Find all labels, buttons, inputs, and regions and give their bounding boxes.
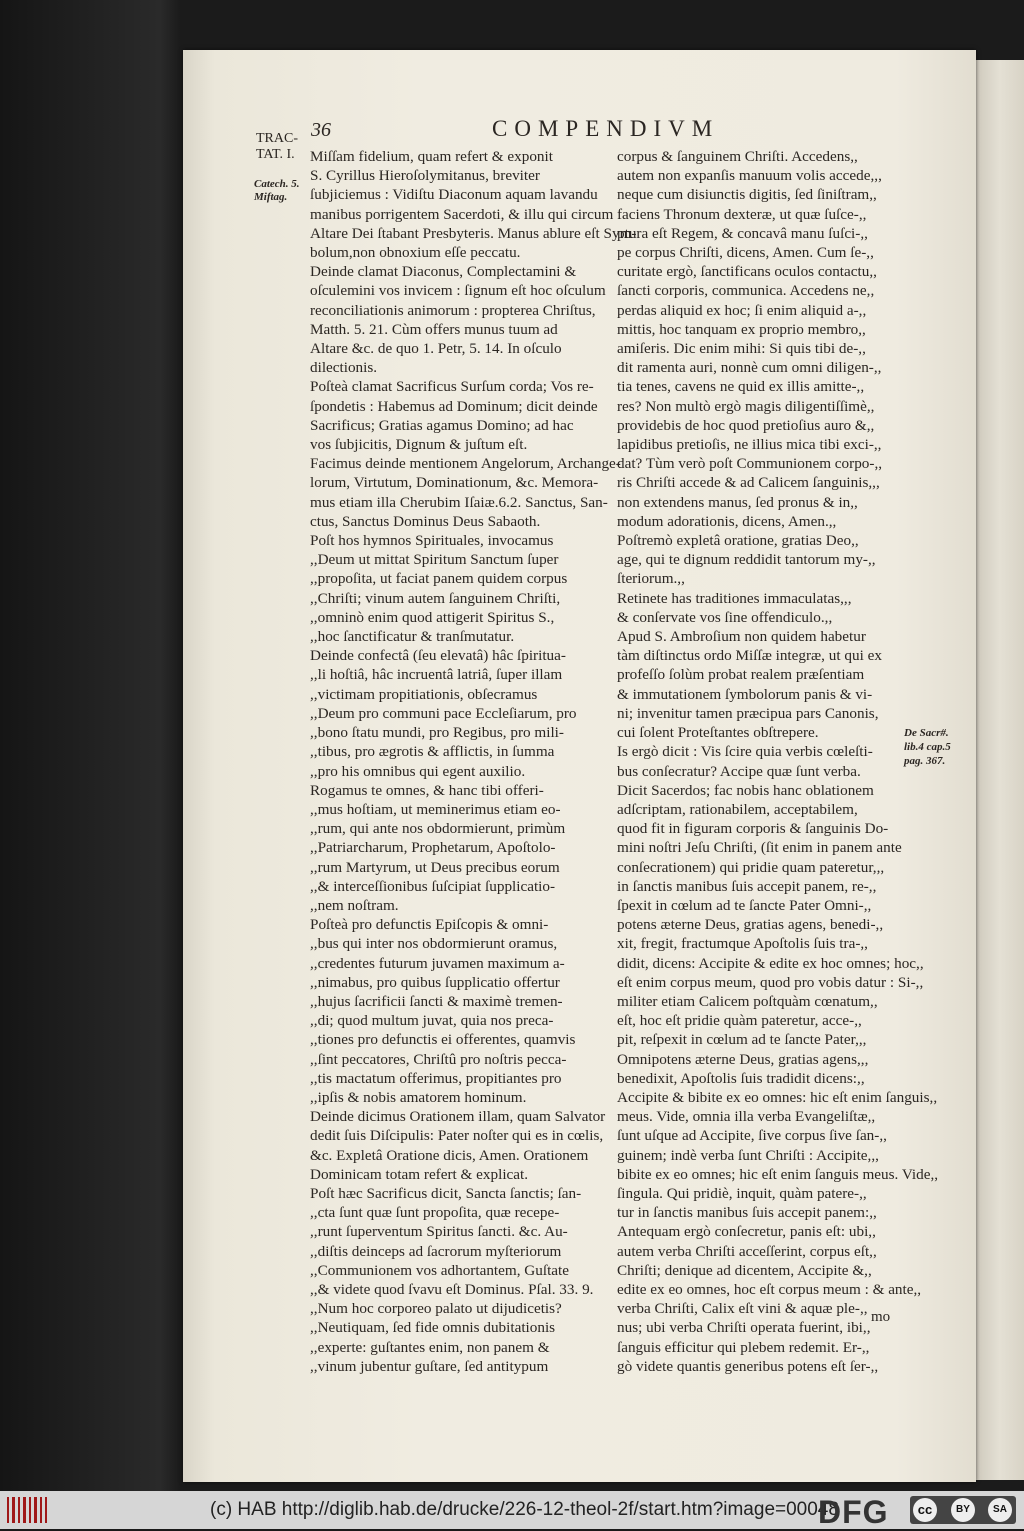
text-line: ris Chriſti accede & ad Calicem ſanguinis,,, [617, 474, 880, 492]
text-line: benedixit, Apoſtolis ſuis tradidit dicens:,, [617, 1069, 865, 1087]
text-line: ,,ſint peccatores, Chriſtû pro noſtris pecca- [310, 1050, 567, 1068]
text-line: ,,victimam propitiationis, obſecramus [310, 685, 538, 703]
text-line: res? Non multò ergò magis diligentiſſimè,, [617, 397, 875, 415]
text-line: ,,Communionem vos adhortantem, Guſtate [310, 1261, 569, 1279]
text-line: dilectionis. [310, 359, 378, 377]
text-line: ,,rum Martyrum, ut Deus precibus eorum [310, 858, 560, 876]
text-line: Poſt hæc Sacrificus dicit, Sancta ſanctis; ſan- [310, 1184, 582, 1202]
text-line: edite ex eo omnes, hoc eſt corpus meum : & ante,, [617, 1280, 922, 1298]
text-line: bolum,non obnoxium eſſe peccatu. [310, 244, 521, 262]
text-line: didit, dicens: Accipite & edite ex hoc omnes; hoc,, [617, 954, 924, 972]
text-line: mittis, hoc tanquam ex proprio membro,, [617, 320, 866, 338]
text-line: in ſanctis manibus ſuis accepit panem, re-,, [617, 877, 877, 895]
catchword: mo [871, 1309, 891, 1325]
text-line: providebis de hoc quod pretioſius auro &,, [617, 416, 875, 434]
text-line: ,,omninò enim quod attigerit Spiritus S., [310, 608, 555, 626]
text-line: Deinde dicimus Orationem illam, quam Salvator [310, 1108, 606, 1126]
text-line: eſt, hoc eſt pridie quàm pateretur, acce-,, [617, 1012, 862, 1030]
text-line: ,,Patriarcharum, Prophetarum, Apoſtolo- [310, 839, 556, 857]
text-line: autem verba Chriſti acceſſerint, corpus eſt,, [617, 1242, 877, 1260]
text-line: Retinete has traditiones immaculatas,,, [617, 589, 852, 607]
text-line: pit, reſpexit in cœlum ad te ſancte Pater,,, [617, 1031, 867, 1049]
text-line: dit ramenta auri, nonnè cum omni diligen-,, [617, 359, 882, 377]
library-logo-icon [6, 1495, 48, 1525]
by-icon: BY [951, 1498, 975, 1522]
text-line: faciens Thronum dexteræ, ut quæ ſuſce-,, [617, 205, 867, 223]
text-line: mini noſtri Jeſu Chriſti, (ſit enim in panem ante [617, 839, 902, 857]
text-line: ,,Chriſti; vinum autem ſanguinem Chriſti, [310, 589, 561, 607]
text-line: &c. Expletâ Oratione dicis, Amen. Orationem [310, 1146, 589, 1164]
cc-icon: cc [913, 1498, 937, 1522]
text-line: ,,diſtis deinceps ad ſacrorum myſteriorum [310, 1242, 562, 1260]
text-line: pe corpus Chriſti, dicens, Amen. Cum ſe-,, [617, 244, 874, 262]
text-line: Facimus deinde mentionem Angelorum, Archange- [310, 455, 621, 473]
text-line: ſubjiciemus : Vidiſtu Diaconum aquam lavandu [310, 186, 598, 204]
text-line: tur in ſanctis manibus ſuis accepit panem:,, [617, 1204, 877, 1222]
text-line: adſcriptam, rationabilem, acceptabilem, [617, 800, 858, 818]
text-line: vos ſubjicitis, Dignum & juſtum eſt. [310, 436, 528, 454]
text-line: ,,Deum ut mittat Spiritum Sanctum ſuper [310, 551, 559, 569]
text-line: cui ſolent Proteſtantes obſtrepere. [617, 724, 819, 742]
text-line: neque cum disiunctis digitis, ſed ſiniſtram,, [617, 186, 877, 204]
text-line: ptura eſt Regem, & concavâ manu ſuſci-,, [617, 224, 868, 242]
footer-bar [0, 1491, 1024, 1529]
text-line: quod fit in figuram corporis & ſanguinis Do- [617, 820, 889, 838]
text-line: ,,pro his omnibus qui egent auxilio. [310, 762, 526, 780]
text-line: Deinde confectâ (ſeu elevatâ) hâc ſpiritua- [310, 647, 566, 665]
page-number: 36 [311, 119, 331, 141]
text-line: eſt enim corpus meum, quod pro vobis datur : Si-,, [617, 973, 924, 991]
license-badge[interactable] [910, 1496, 1016, 1524]
text-line: ctus, Sanctus Dominus Deus Sabaoth. [310, 512, 541, 530]
text-line: lapidibus pretioſis, ne illius mica tibi exci-,, [617, 436, 882, 454]
text-line: Dominicam totam refert & explicat. [310, 1165, 529, 1183]
text-line: Rogamus te omnes, & hanc tibi offeri- [310, 781, 544, 799]
text-line: ,,runt ſuperventum Spiritus ſancti. &c. Au- [310, 1223, 568, 1241]
text-line: Chriſti; denique ad dicentem, Accipite &,, [617, 1261, 872, 1279]
text-line: Apud S. Ambroſium non quidem habetur [617, 628, 866, 646]
citation-link[interactable]: (c) HAB http://diglib.hab.de/drucke/226-12-theol-2f/start.htm?image=00048 [210, 1499, 839, 1520]
text-line: ,,propoſita, ut faciat panem quidem corpus [310, 570, 568, 588]
text-line: mus etiam illa Cherubim Iſaiæ.6.2. Sanctus, San- [310, 493, 608, 511]
text-line: ,,hujus ſacrificii ſancti & maximè tremen- [310, 992, 563, 1010]
text-line: ,,rum, qui ante nos obdormierunt, primùm [310, 820, 566, 838]
text-line: ,,li hoſtiâ, hâc incruentâ latriâ, ſuper illam [310, 666, 563, 684]
text-line: autem non expanſis manuum volis accede,,, [617, 167, 882, 185]
text-line: nus; ubi verba Chriſti operata fuerint, ibi,, [617, 1319, 871, 1337]
text-line: Sacrificus; Gratias agamus Domino; ad hac [310, 416, 574, 434]
text-line: ,,Deum pro communi pace Eccleſiarum, pro [310, 704, 577, 722]
text-line: ,,tis mactatum offerimus, propitiantes pro [310, 1069, 562, 1087]
margin-note-left: Catech. 5. Miftag. [254, 178, 300, 203]
margin-note-right: De Sacr#. lib.4 cap.5 pag. 367. [904, 727, 951, 767]
text-line: profeſſo ſolùm probat realem præſentiam [617, 666, 865, 684]
text-line: guinem; indè verba ſunt Chriſti : Accipite,,, [617, 1146, 879, 1164]
text-line: ,,& interceſſionibus ſuſcipiat ſupplicatio- [310, 877, 556, 895]
text-line: tia tenes, cavens ne quid ex illis amitte-,, [617, 378, 865, 396]
text-line: verba Chriſti, Calix eſt vini & aquæ ple-,, [617, 1300, 868, 1318]
dfg-logo: DFG [818, 1494, 889, 1530]
text-line: lorum, Virtutum, Dominationum, &c. Memora- [310, 474, 599, 492]
text-line: ,,bono ſtatu mundi, pro Regibus, pro mili- [310, 724, 564, 742]
text-line: modum adorationis, dicens, Amen.,, [617, 512, 837, 530]
text-line: Accipite & bibite ex eo omnes: hic eſt enim ſanguis,, [617, 1088, 938, 1106]
text-line: dat? Tùm verò poſt Communionem corpo-,, [617, 455, 883, 473]
text-line: ſteriorum.,, [617, 570, 685, 588]
text-line: ,,nem noſtram. [310, 896, 399, 914]
text-line: militer etiam Calicem poſtquàm cœnatum,, [617, 992, 878, 1010]
text-line: ,,hoc ſanctificatur & tranſmutatur. [310, 628, 515, 646]
text-line: bus conſecratur? Accipe quæ ſunt verba. [617, 762, 861, 780]
text-line: ſunt uſque ad Accipite, ſive corpus ſive ſan-,, [617, 1127, 887, 1145]
text-line: ,,di; quod multum juvat, quia nos preca- [310, 1012, 554, 1030]
text-line: corpus & ſanguinem Chriſti. Accedens,, [617, 148, 858, 165]
text-line: Poſt hos hymnos Spirituales, invocamus [310, 532, 554, 550]
text-line: Miſſam fidelium, quam refert & exponit [310, 148, 553, 165]
text-line: Altare &c. de quo 1. Petr, 5. 14. In oſculo [310, 340, 562, 358]
text-line: ,,vinum jubentur guſtare, ſed antitypum [310, 1357, 549, 1375]
text-line: ,,ipſis & nobis amatorem hominum. [310, 1088, 527, 1106]
text-line: Poſtremò expletâ oratione, gratias Deo,, [617, 532, 859, 550]
text-line: curitate ergò, ſanctificans oculos contactu,, [617, 263, 877, 281]
text-line: conſecrationem) qui pridie quam pateretur,,, [617, 858, 885, 876]
text-line: ,,nimabus, pro quibus ſupplicatio offertur [310, 973, 560, 991]
text-line: amiſeris. Dic enim mihi: Si quis tibi de-,, [617, 340, 866, 358]
text-line: Antequam ergò conſecretur, panis eſt: ubi,, [617, 1223, 876, 1241]
text-line: S. Cyrillus Hieroſolymitanus, breviter [310, 167, 540, 185]
text-line: perdas aliquid ex hoc; ſi enim aliquid a-,, [617, 301, 867, 319]
text-line: non extendens manus, ſed pronus & in,, [617, 493, 858, 511]
text-line: bibite ex eo omnes; hic eſt enim ſanguis meus. Vide,, [617, 1165, 939, 1183]
text-line: ,,Neutiquam, ſed fide omnis dubitationis [310, 1319, 556, 1337]
text-line: ,,credentes futurum juvamen maximum a- [310, 954, 565, 972]
text-line: Poſteà pro defunctis Epiſcopis & omni- [310, 916, 549, 934]
text-line: ſingula. Qui pridiè, inquit, quàm patere-,, [617, 1184, 867, 1202]
text-line: gò videte quantis generibus potens eſt ſer-,, [617, 1357, 879, 1375]
text-line: Dicit Sacerdos; fac nobis hanc oblationem [617, 781, 874, 799]
text-line: ,,tibus, pro ægrotis & afflictis, in ſumma [310, 743, 555, 761]
text-line: ,,Num hoc corporeo palato ut dijudicetis? [310, 1300, 562, 1318]
text-line: & conſervate vos ſine offendiculo.,, [617, 608, 833, 626]
text-line: reconciliationis animorum : propterea Chriſtus, [310, 301, 596, 319]
text-line: tàm diſtinctus ordo Miſſæ integræ, ut qui ex [617, 647, 882, 665]
text-line: Altare Dei ſtabant Presbyteris. Manus ablure eſt Sym- [310, 224, 637, 242]
text-line: ,,cta ſunt quæ ſunt propoſita, quæ recepe- [310, 1204, 560, 1222]
text-line: manibus porrigentem Sacerdoti, & illu qui circum [310, 205, 614, 223]
text-line: ,,mus hoſtiam, ut meminerimus etiam eo- [310, 800, 561, 818]
text-column-left [310, 147, 637, 1376]
text-line: Is ergò dicit : Vis ſcire quia verbis cœleſti- [617, 743, 873, 761]
text-line: ſpexit in cœlum ad te ſancte Pater Omni-,, [617, 896, 872, 914]
text-line: & immutationem ſymbolorum panis & vi- [617, 685, 873, 703]
text-line: ,,bus qui inter nos obdormierunt oramus, [310, 935, 558, 953]
sa-icon: SA [988, 1498, 1012, 1522]
running-title: COMPENDIVM [492, 116, 720, 141]
text-line: meus. Vide, omnia illa verba Evangeliſtæ,, [617, 1108, 876, 1126]
tract-label: TRAC- TAT. I. [256, 131, 298, 162]
text-line: ,,tiones pro defunctis ei offerentes, quamvis [310, 1031, 576, 1049]
text-line: ni; invenitur tamen præcipua pars Canonis, [617, 704, 879, 722]
text-line: potens æterne Deus, gratias agens, benedi-,, [617, 916, 884, 934]
facing-page-edge [976, 60, 1024, 1480]
text-line: dedit ſuis Diſcipulis: Pater noſter qui es in cœlis, [310, 1127, 604, 1145]
text-line: ſancti corporis, communica. Accedens ne,, [617, 282, 875, 300]
text-line: ,,experte: guſtantes enim, non panem & [310, 1338, 550, 1356]
text-line: ſpondetis : Habemus ad Dominum; dicit deinde [310, 397, 598, 415]
text-line: oſculemini vos invicem : ſignum eſt hoc oſculum [310, 282, 606, 300]
text-line: age, qui te dignum reddidit tantorum my-,, [617, 551, 876, 569]
text-line: Matth. 5. 21. Cùm offers munus tuum ad [310, 320, 558, 338]
text-line: xit, fregit, fractumque Apoſtolis ſuis tra-,, [617, 935, 868, 953]
text-line: Deinde clamat Diaconus, Complectamini & [310, 263, 577, 281]
text-line: ſanguis efficitur qui plebem redemit. Er-,, [617, 1338, 870, 1356]
text-line: Omnipotens æterne Deus, gratias agens,,, [617, 1050, 869, 1068]
text-line: ,,& videte quod ſvavu eſt Dominus. Pſal. 33. 9. [310, 1280, 594, 1298]
text-line: Poſteà clamat Sacrificus Surſum corda; Vos re- [310, 378, 594, 396]
